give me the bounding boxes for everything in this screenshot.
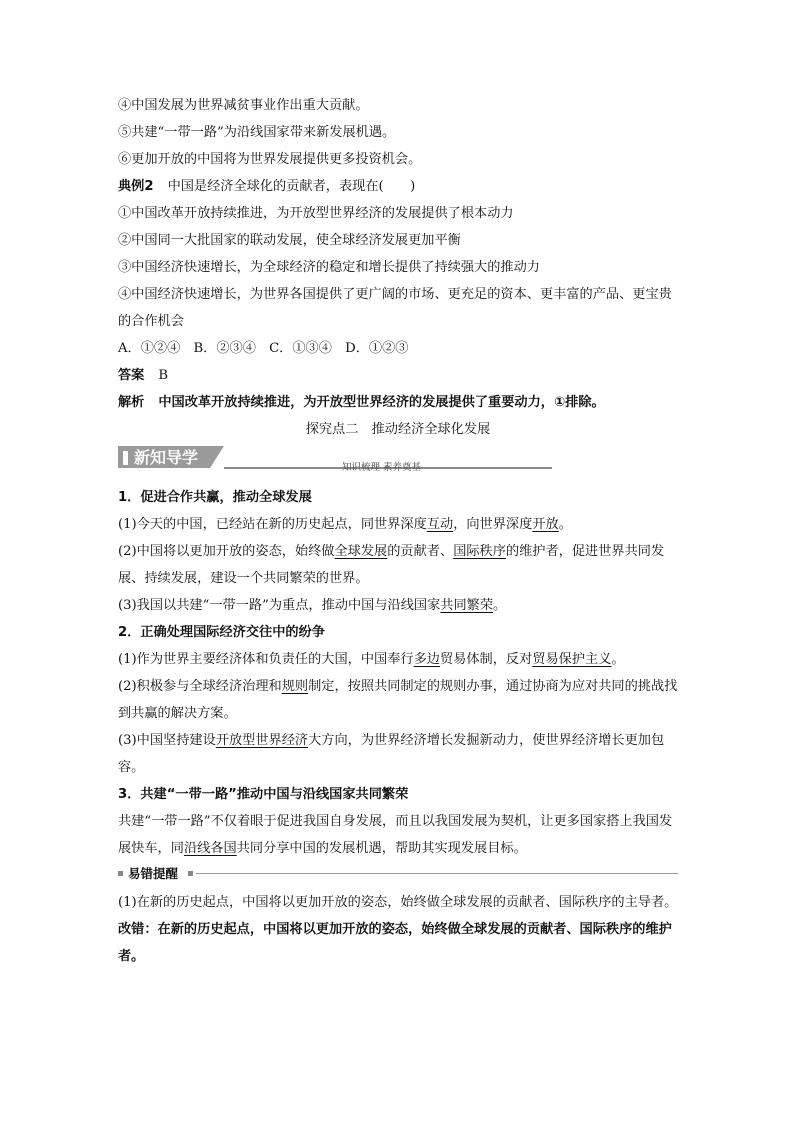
text-span: 。 [611,652,625,667]
example-question [118,173,678,200]
underlined-term: 沿线各国 [183,841,237,856]
text-span: 的维护者，促进世界共同发展、持续发展，建设一个共同繁荣的世界。 [118,544,665,586]
underlined-term: 开放型世界经济 [215,733,309,748]
text-span: 制定，按照共同制定的规则办事，通过协商为应对共同的挑战找到共赢的解决方案。 [118,679,678,721]
text-span: (2)积极参与全球经济治理和 [118,679,282,694]
answer-value: B [158,368,169,383]
hint-rule [196,873,678,874]
s2-heading: 2．正确处理国际经济交往中的纷争 [118,625,325,640]
banner-title: 新知导学 [134,448,199,467]
underlined-term: 开放 [532,517,559,532]
underlined-term: 规则 [281,679,309,694]
s2-p1 [118,646,678,673]
s1-p2 [118,538,678,592]
text-span: 贸易体制，反对 [440,652,533,667]
text-span: 的贡献者、 [387,544,454,559]
s1-heading: 1．促进合作共赢，推动全球发展 [118,490,312,505]
option-4: ④中国经济快速增长，为世界各国提供了更广阔的市场、更充足的资本、更丰富的产品、更宝贵的合作机会 [118,287,672,329]
hint-header [118,864,678,886]
s1-p3 [118,592,678,619]
text-span: (2)中国将以更加开放的姿态，始终做 [118,544,335,559]
text-span: ，向世界深度 [453,517,533,532]
analysis-label: 解析 [118,395,145,410]
text-line: ⑤共建“一带一路”为沿线国家带来新发展机遇。 [118,125,396,140]
choices: A．①②④ B．②③④ C．①③④ D．①②③ [118,341,409,356]
text-span: (1)今天的中国，已经站在新的历史起点，同世界深度 [118,517,427,532]
s2-p3 [118,727,678,781]
square-bullet-icon [118,871,123,876]
option-2: ②中国同一大批国家的联动发展，使全球经济发展更加平衡 [118,233,461,248]
text-span: 。 [493,598,507,613]
text-span: 共建“一带一路”不仅着眼于促进我国自身发展，而且以我国发展为契机，让更多国家搭上我国发展快车，同 [118,814,673,856]
square-bullet-icon [188,871,193,876]
document-page [118,92,678,970]
underlined-term: 贸易保护主义 [532,652,612,667]
section-title: 探究点二 推动经济全球化发展 [305,422,491,437]
underlined-term: 多边 [413,652,440,667]
section-banner [118,444,678,473]
text-line: ⑥更加开放的中国将为世界发展提供更多投资机会。 [118,152,422,167]
underlined-term: 国际秩序 [453,544,506,559]
underlined-term: 全球发展 [334,544,388,559]
hint-fix: 改错：在新的历史起点，中国将以更加开放的姿态，始终做全球发展的贡献者、国际秩序的维护者。 [118,922,672,964]
text-span: (1)作为世界主要经济体和负责任的大国，中国奉行 [118,652,414,667]
banner-block [118,446,210,468]
example-question-text: 中国是经济全球化的贡献者，表现在( ) [167,179,416,194]
text-span: 大方向，为世界经济增长发掘新动力，使世界经济增长更加包容。 [118,733,665,775]
text-span: 。 [558,517,572,532]
option-3: ③中国经济快速增长，为全球经济的稳定和增长提供了持续强大的推动力 [118,260,540,275]
s3-p1 [118,808,678,862]
underlined-term: 互动 [426,517,454,532]
bookmark-icon [123,451,128,465]
text-line: ④中国发展为世界减贫事业作出重大贡献。 [118,98,369,113]
s3-heading: 3．共建“一带一路”推动中国与沿线国家共同繁荣 [118,787,409,802]
option-1: ①中国改革开放持续推进，为开放型世界经济的发展提供了根本动力 [118,206,514,221]
answer [118,362,678,389]
answer-label: 答案 [118,368,145,383]
text-span: (3)我国以共建“一带一路”为重点，推动中国与沿线国家 [118,598,441,613]
s2-p2 [118,673,678,727]
text-span: (3)中国坚持建设 [118,733,216,748]
hint-p1: (1)在新的历史起点，中国将以更加开放的姿态，始终做全球发展的贡献者、国际秩序的主导者。 [118,895,678,910]
analysis-text: 中国改革开放持续推进，为开放型世界经济的发展提供了重要动力，①排除。 [158,395,605,410]
banner-subtitle: 知识梳理 素养奠基 [342,462,422,473]
hint-title: 易错提醒 [128,866,179,881]
underlined-term: 共同繁荣 [440,598,494,613]
s1-p1 [118,511,678,538]
text-span: 共同分享中国的发展机遇，帮助其实现发展目标。 [236,841,527,856]
analysis [118,389,678,416]
example-label: 典例2 [118,179,154,194]
